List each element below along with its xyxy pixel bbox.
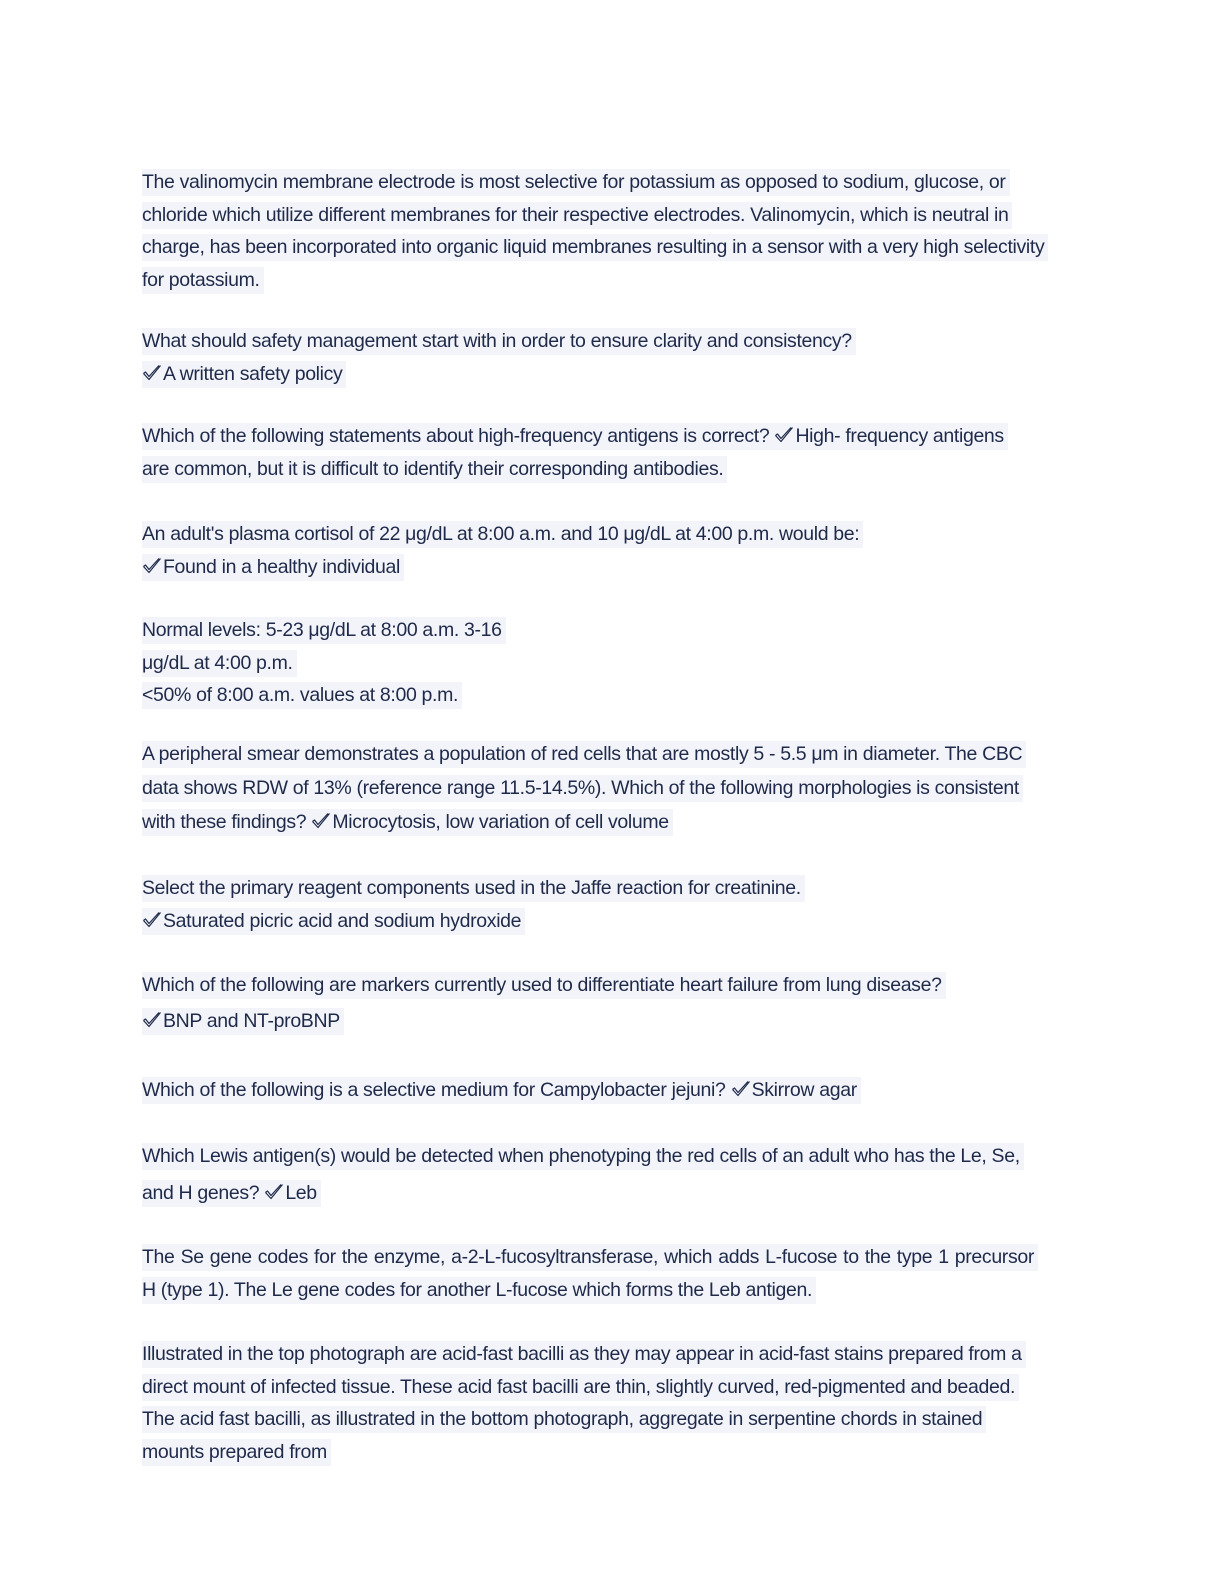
checkmark-icon: [142, 364, 162, 382]
answer-text: Found in a healthy individual: [163, 555, 401, 578]
question-text: Which of the following statements about high-frequency antigens is correct?: [142, 425, 770, 447]
question-text: Which Lewis antigen(s) would be detected when phenotyping the red cells of an adult who has the Le, Se, and H genes?: [142, 1145, 1020, 1204]
question-lewis-antigen: [142, 1138, 1052, 1212]
question-text: Which of the following is a selective medium for Campylobacter jejuni?: [142, 1079, 726, 1101]
answer-text: Leb: [285, 1182, 317, 1204]
paragraph-text: The valinomycin membrane electrode is most selective for potassium as opposed to sodium, glucose, or chloride which utilize different membranes for their respective electrodes. Valinomycin, which is neutral in charge, has been incorporated into organic liquid membranes resulting in a sensor with a very high selectivity for potassium.: [142, 169, 1048, 294]
answer-text: High- frequency antigens are common, but it is difficult to identify their corresponding antibodies.: [142, 425, 1004, 480]
question-peripheral-smear: [142, 737, 1047, 839]
note-line: <50% of 8:00 a.m. values at 8:00 p.m.: [142, 682, 462, 709]
checkmark-icon: [774, 426, 794, 444]
question-text: Which of the following are markers currently used to differentiate heart failure from lung disease?: [142, 972, 946, 999]
question-heart-failure-markers: [142, 967, 1062, 1039]
question-text: Select the primary reagent components used in the Jaffe reaction for creatinine.: [142, 875, 805, 902]
answer-text: BNP and NT-proBNP: [163, 1010, 340, 1032]
question-jaffe-reaction: [142, 872, 1062, 937]
answer-text: Skirrow agar: [751, 1079, 857, 1101]
question-plasma-cortisol: [142, 518, 1062, 583]
note-line: Normal levels: 5-23 μg/dL at 8:00 a.m. 3-16: [142, 617, 506, 644]
checkmark-icon: [142, 911, 162, 929]
question-campylobacter: [142, 1074, 1062, 1107]
paragraph-text: Illustrated in the top photograph are acid-fast bacilli as they may appear in acid-fast stains prepared from a direct mount of infected tissue. These acid fast bacilli are thin, slightly curved, red-pigmented and beaded. The acid fast bacilli, as illustrated in the bottom photograph, aggregate in serpentine chords in stained mounts prepared from: [142, 1341, 1026, 1466]
answer-text: Saturated picric acid and sodium hydroxide: [163, 909, 522, 932]
paragraph-text: The Se gene codes for the enzyme, a-2-L-fucosyltransferase, which adds L-fucose to the type 1 precursor H (type 1). The Le gene codes for another L-fucose which forms the Leb antigen.: [142, 1244, 1038, 1304]
paragraph-valinomycin: [142, 166, 1062, 296]
paragraph-acid-fast-bacilli: [142, 1338, 1032, 1468]
question-text: A peripheral smear demonstrates a population of red cells that are mostly 5 - 5.5 μm in diameter. The CBC data shows RDW of 13% (reference range 11.5-14.5%). Which of the following morphologies is consistent with these findings?: [142, 743, 1023, 833]
answer-text: A written safety policy: [163, 362, 343, 385]
question-text: What should safety management start with in order to ensure clarity and consistency?: [142, 328, 856, 355]
note-line: μg/dL at 4:00 p.m.: [142, 650, 297, 677]
question-high-frequency-antigens: [142, 420, 1012, 485]
checkmark-icon: [142, 1011, 162, 1029]
checkmark-icon: [311, 812, 331, 830]
checkmark-icon: [264, 1183, 284, 1201]
question-safety-management: [142, 325, 1062, 390]
note-normal-levels: [142, 614, 1062, 712]
question-text: An adult's plasma cortisol of 22 μg/dL at 8:00 a.m. and 10 μg/dL at 4:00 p.m. would be:: [142, 521, 863, 548]
checkmark-icon: [731, 1080, 751, 1098]
paragraph-se-gene: [142, 1241, 1038, 1306]
answer-text: Microcytosis, low variation of cell volume: [332, 811, 669, 833]
checkmark-icon: [142, 557, 162, 575]
